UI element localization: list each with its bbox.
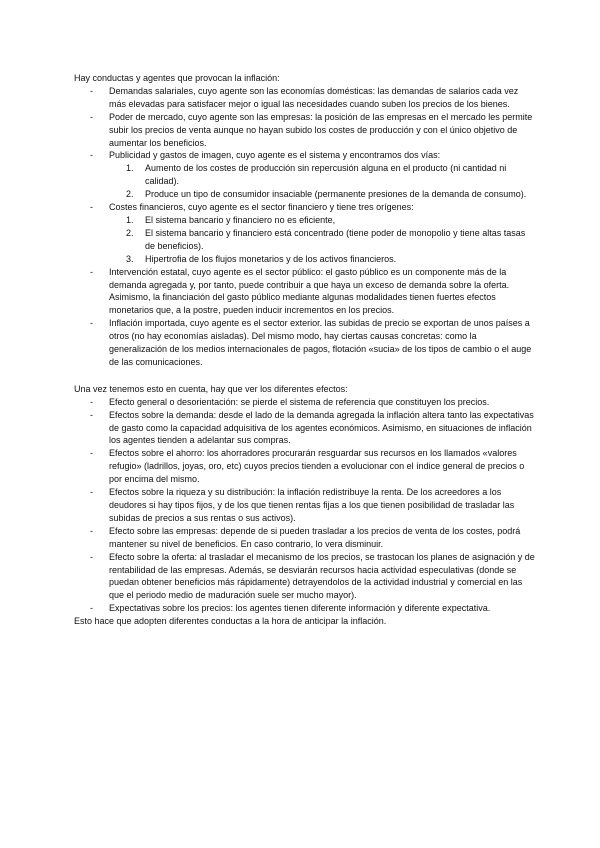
dash-bullet: - <box>90 487 93 498</box>
intro-conductas: Hay conductas y agentes que provocan la inflación: <box>74 73 280 83</box>
subitem-text: El sistema bancario y financiero está concentrado (tiene poder de monopolio y tiene altas tasas de beneficios). <box>145 227 526 251</box>
list-item <box>74 111 536 150</box>
subitem-text: Hipertrofia de los flujos monetarios y de los activos financieros. <box>145 253 397 264</box>
item-text: Demandas salariales, cuyo agente son las economías domésticas: las demandas de salarios cada vez más elevadas para satisfacer mejor o igual las necesidades cuando suben los precios de los bienes. <box>109 85 519 109</box>
dash-bullet: - <box>90 603 93 614</box>
list-item <box>74 447 536 486</box>
number-marker: 2. <box>126 189 134 200</box>
dash-bullet: - <box>90 318 93 329</box>
costes-sublist <box>109 214 536 266</box>
dash-bullet: - <box>90 396 93 407</box>
dash-bullet: - <box>90 150 93 161</box>
item-text: Efecto sobre la oferta: al trasladar el mecanismo de los precios, se trastocan los planes de asignación y de rentabilidad de las empresas. Además, se desviarán recursos hacia actividad especulativas (donde se puedan obtener beneficios más rápidamente) detrayendolos de la actividad industrial y comercial en las que el periodo medio de maduración suele ser mucho mayor). <box>109 551 535 601</box>
list-item <box>74 396 536 409</box>
item-text: Efectos sobre el ahorro: los ahorradores procurarán resguardar sus recursos en los llamados «valores refugio» (ladrillos, joyas, oro, etc) cuyos precios tienden a evolucionar con el índice general de precios o por encima del mismo. <box>109 448 525 485</box>
sub-list-item <box>109 214 536 227</box>
list-item <box>74 551 536 603</box>
list-item <box>74 525 536 551</box>
dash-bullet: - <box>90 551 93 562</box>
subitem-text: Aumento de los costes de producción sin repercusión alguna en el producto (ni cantidad ni calidad). <box>145 163 507 187</box>
item-text: Efectos sobre la demanda: desde el lado de la demanda agregada la inflación altera tanto las expectativas de gasto como la capacidad adquisitiva de los agentes económicos. Asimismo, en situaciones de inflación los agentes tienden a adelantar sus compras. <box>109 409 534 446</box>
dash-bullet: - <box>90 202 93 213</box>
item-text: Costes financieros, cuyo agente es el sector financiero y tiene tres orígenes: <box>109 202 414 213</box>
list-item <box>74 409 536 448</box>
dash-bullet: - <box>90 448 93 459</box>
subitem-text: El sistema bancario y financiero no es eficiente, <box>145 214 336 225</box>
dash-bullet: - <box>90 85 93 96</box>
efectos-list <box>74 396 536 615</box>
sub-list-item <box>109 188 536 201</box>
list-item <box>74 317 536 369</box>
item-text: Efectos sobre la riqueza y su distribución: la inflación redistribuye la renta. De los acreedores a los deudores si hay tipos fijos, y de los que tienen rentas fijas a los que tienen posibilidad de trasladar las subidas de precios a sus rentas o sus activos). <box>109 487 515 523</box>
dash-bullet: - <box>90 409 93 420</box>
dash-bullet: - <box>90 111 93 122</box>
item-text: Efecto general o desorientación: se pierde el sistema de referencia que constituyen los precios. <box>109 396 490 407</box>
publicidad-sublist <box>109 162 536 201</box>
intro-efectos: Una vez tenemos esto en cuenta, hay que ver los diferentes efectos: <box>74 383 348 394</box>
sub-list-item <box>109 253 536 266</box>
list-item <box>74 85 536 111</box>
list-item <box>74 486 536 525</box>
item-text: Publicidad y gastos de imagen, cuyo agente es el sistema y encontramos dos vías: <box>109 150 441 161</box>
list-item <box>74 201 536 266</box>
dash-bullet: - <box>90 525 93 536</box>
list-item <box>74 266 536 318</box>
sub-list-item <box>109 162 536 188</box>
document-page <box>74 72 536 628</box>
item-text: Inflación importada, cuyo agente es el sector exterior. las subidas de precio se exportan de unos países a otros (no hay economías aisladas). Del mismo modo, hay ciertas causas concretas: como la generalización de los medios internacionales de pagos, flotación «sucia» de los tipos de cambio o el auge de las comunicaciones. <box>109 318 532 367</box>
list-item <box>74 602 536 615</box>
number-marker: 2. <box>126 227 134 238</box>
number-marker: 1. <box>126 163 134 174</box>
number-marker: 1. <box>126 214 134 225</box>
sub-list-item <box>109 227 536 253</box>
subitem-text: Produce un tipo de consumidor insaciable (permanente presiones de la demanda de consumo). <box>145 189 527 200</box>
item-text: Efecto sobre las empresas: depende de si pueden trasladar a los precios de venta de los costes, podrá mantener su nivel de beneficios. En caso contrario, lo vera disminuir. <box>109 525 521 549</box>
item-text: Expectativas sobre los precios: los agentes tienen diferente información y diferente expectativa. <box>109 603 491 614</box>
item-text: Intervención estatal, cuyo agente es el sector público: el gasto público es un componente más de la demanda agregada y, por tanto, puede contribuir a que haya un exceso de demanda sobre la oferta. Asimismo, la financiación del gasto público mediante algunas modalidades tienen fuertes efectos monetarios que, a la postre, pueden inducir incrementos en los precios. <box>109 266 510 316</box>
dash-bullet: - <box>90 266 93 277</box>
list-item <box>74 149 536 201</box>
item-text: Poder de mercado, cuyo agente son las empresas: la posición de las empresas en el mercado les permite subir los precios de venta aunque no hayan subido los costes de producción y con el único objetivo de aumentar los beneficios. <box>109 111 533 148</box>
conductas-list <box>74 85 536 369</box>
number-marker: 3. <box>126 253 134 264</box>
closing-sentence: Esto hace que adopten diferentes conductas a la hora de anticipar la inflación. <box>74 616 387 627</box>
